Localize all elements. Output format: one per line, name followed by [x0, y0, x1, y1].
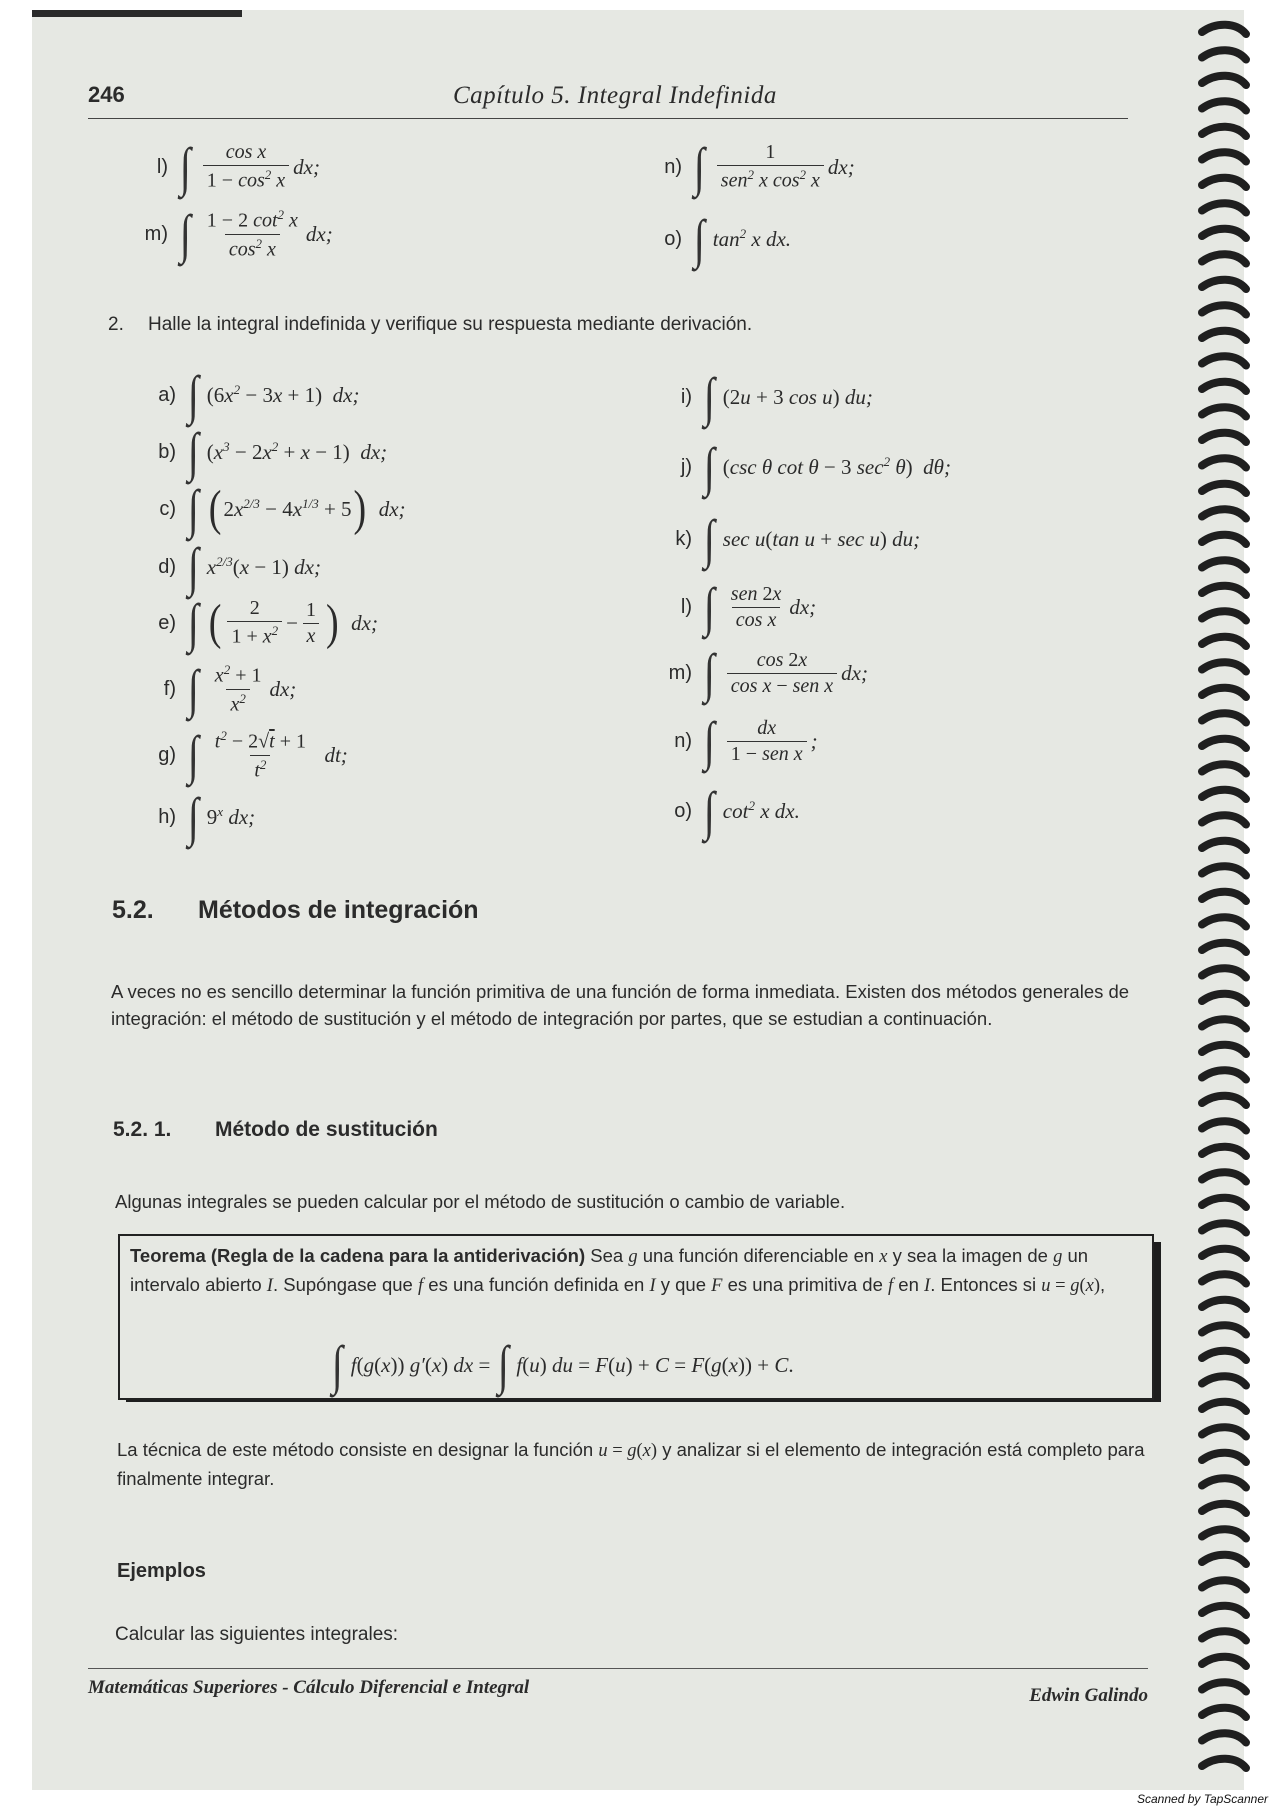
spiral-coil [1202, 1249, 1246, 1258]
spiral-coil [1202, 892, 1246, 901]
subsection-number: 5.2. 1. [113, 1118, 172, 1141]
spiral-coil [1202, 1147, 1246, 1156]
spiral-coil [1202, 1376, 1246, 1385]
spiral-coil [1202, 1096, 1246, 1105]
spiral-coil [1202, 382, 1246, 391]
exercise-2d: d) ∫ $x^{2/3}(x - 1)$ dx; [148, 540, 321, 594]
examples-intro: Calcular las siguientes integrales: [115, 1624, 399, 1645]
exercise-label: m) [668, 661, 692, 684]
spiral-coil [1202, 586, 1246, 595]
exercise-label: c) [159, 497, 176, 520]
spiral-coil [1202, 178, 1246, 187]
spiral-coil [1202, 127, 1246, 136]
spiral-coil [1202, 1606, 1246, 1615]
exercise-label: n) [664, 155, 682, 178]
spiral-coil [1202, 1274, 1246, 1283]
spiral-coil [1202, 815, 1246, 824]
spiral-coil [1202, 76, 1246, 85]
spiral-coil [1202, 1019, 1246, 1028]
spiral-coil [1202, 1045, 1246, 1054]
spiral-coil [1202, 101, 1246, 110]
technique-text-a: La técnica de este método consiste en designar la función [117, 1439, 594, 1460]
exercise-label: n) [674, 729, 692, 752]
spiral-coil [1202, 203, 1246, 212]
exercise-2l: l) ∫ $\frac{\text{sen 2x}}{\text{cos x}}$ dx; [664, 580, 816, 634]
exercise-2n: n) ∫ $\frac{dx}{\text{1 − sen x}}$ ; [664, 714, 818, 768]
spiral-coil [1202, 1351, 1246, 1360]
spiral-coil [1202, 484, 1246, 493]
exercise-2b: b) ∫ $(x^3 - 2x^2 + x - 1)$ dx; [148, 425, 387, 479]
spiral-coil [1202, 560, 1246, 569]
theorem-title: Teorema (Regla de la cadena para la antiderivación) [130, 1245, 586, 1266]
spiral-coil [1202, 1657, 1246, 1666]
exercise-label: h) [158, 805, 176, 828]
spiral-coil [1202, 637, 1246, 646]
spiral-coil [1202, 1759, 1246, 1768]
spiral-coil [1202, 688, 1246, 697]
exercise-2a: a) ∫ $(6x^2 - 3x + 1)$ dx; [148, 368, 359, 422]
exercise-2c: c) ∫ ( $2x^{2/3} - 4x^{1/3} + 5$ ) dx; [148, 482, 406, 536]
scan-edge-bar [32, 10, 242, 17]
exercise-2o: o) ∫ $\cot^2 x$ dx. [664, 784, 800, 838]
theorem-box [118, 1234, 1154, 1400]
spiral-coil [1202, 1733, 1246, 1742]
spiral-coil [1202, 1478, 1246, 1487]
spiral-coil [1202, 968, 1246, 977]
spiral-coil [1202, 458, 1246, 467]
exercise-label: i) [680, 385, 692, 408]
exercise-label: l) [680, 595, 692, 618]
spiral-coil [1202, 841, 1246, 850]
spiral-coil [1202, 1172, 1246, 1181]
exercise-label: k) [675, 527, 692, 550]
section-intro-paragraph: A veces no es sencillo determinar la función primitiva de una función de forma inmediata. Existen dos métodos generales de integración: el método de sustitución y el método de integración por partes, que se estudian a continuación. [111, 981, 1130, 1029]
exercise-label: j) [680, 455, 692, 478]
exercise-2k: k) ∫ sec u(tan u + sec u) du; [664, 512, 920, 566]
chapter-title: Capítulo 5. Integral Indefinida [453, 82, 777, 109]
spiral-coil [1202, 1682, 1246, 1691]
spiral-coil [1202, 1453, 1246, 1462]
spiral-coil [1202, 1223, 1246, 1232]
spiral-coil [1202, 866, 1246, 875]
exercise-label: o) [664, 227, 682, 250]
spiral-coil [1202, 1427, 1246, 1436]
exercise-2h: h) ∫ 9$^x$ dx; [148, 790, 255, 844]
spiral-coil [1202, 305, 1246, 314]
exercise-label: o) [674, 799, 692, 822]
section-title: Métodos de integración [198, 896, 479, 924]
spiral-coil [1202, 1631, 1246, 1640]
spiral-coil [1202, 611, 1246, 620]
exercise-text: Halle la integral indefinida y verifique su respuesta mediante derivación. [148, 314, 753, 335]
technique-paragraph: La técnica de este método consiste en designar la función u = g(x) y analizar si el elemento de integración está completo para finalmente integrar. [117, 1439, 1145, 1489]
footer-book-title: Matemáticas Superiores - Cálculo Diferencial e Integral [88, 1677, 530, 1698]
subsection-intro-paragraph: Algunas integrales se pueden calcular por el método de sustitución o cambio de variable. [115, 1191, 846, 1212]
exercise-label: f) [163, 677, 176, 700]
spiral-coil [1202, 943, 1246, 952]
exercise-prev-l: l) ∫ $\frac{\text{cos x}}{1 - \cos^2 x}$ dx; [140, 140, 320, 194]
spiral-coil [1202, 1121, 1246, 1130]
spiral-coil [1202, 1708, 1246, 1717]
exercise-prev-o: o) ∫ $\tan^2 x$ dx. [654, 212, 791, 266]
exercise-2i: i) ∫ (2u + 3 cos u) du; [664, 370, 873, 424]
page-footer [88, 1668, 1148, 1706]
spiral-coil [1202, 994, 1246, 1003]
exercise-label: d) [158, 555, 176, 578]
exercise-label: m) [144, 222, 168, 245]
spiral-coil [1202, 1504, 1246, 1513]
exercise-label: e) [158, 611, 176, 634]
spiral-coil [1202, 790, 1246, 799]
exercise-2m: m) ∫ $\frac{\cos 2x}{\text{cos x − sen x}}$ dx; [664, 646, 868, 700]
examples-heading: Ejemplos [117, 1560, 206, 1582]
exercise-2e: e) ∫ ( $\frac{2}{1 + x^2}$ − $\frac{1}{x}$ ) dx; [148, 596, 378, 650]
theorem-formula: ∫ f(g(x)) g′(x) dx = ∫ f(u) du = F(u) + C = F(g(x)) + C. [331, 1335, 794, 1395]
spiral-coil [1202, 280, 1246, 289]
exercise-number: 2. [108, 314, 124, 335]
subsection-title: Método de sustitución [215, 1118, 438, 1141]
exercise-2j: j) ∫ (csc θ cot θ − 3 $\sec^2 \theta$) dθ; [664, 440, 951, 494]
footer-author: Edwin Galindo [1029, 1685, 1148, 1706]
exercise-label: b) [158, 440, 176, 463]
spiral-coil [1202, 509, 1246, 518]
spiral-coil [1202, 50, 1246, 59]
spiral-coil [1202, 739, 1246, 748]
spiral-coil [1202, 1529, 1246, 1538]
exercise-label: a) [158, 383, 176, 406]
theorem-statement: Teorema (Regla de la cadena para la antiderivación) Sea g una función diferenciable en x y sea la imagen de g un intervalo abierto I. Supóngase que f es una función definida en I y que F es una primitiva de f en I. Entonces si u = g(x), [130, 1245, 1106, 1296]
spiral-binding-icon [1196, 10, 1254, 1790]
exercise-2g: g) ∫ $\frac{t^2 - 2√t + 1}{t^2}$ dt; [148, 728, 348, 782]
subsection-heading [113, 1118, 438, 1142]
exercise-prev-n: n) ∫ $\frac{1}{sen^2 x \cos^2 x}$ dx; [654, 140, 855, 194]
page-number: 246 [88, 82, 125, 107]
section-number: 5.2. [112, 896, 154, 924]
spiral-coil [1202, 1402, 1246, 1411]
technique-text-b: y analizar si el elemento de integración está completo para finalmente integrar. [117, 1439, 1145, 1489]
spiral-coil [1202, 229, 1246, 238]
spiral-coil [1202, 917, 1246, 926]
spiral-coil [1202, 535, 1246, 544]
spiral-coil [1202, 331, 1246, 340]
spiral-coil [1202, 433, 1246, 442]
spiral-coil [1202, 356, 1246, 365]
exercise-label: l) [156, 155, 168, 178]
spiral-coil [1202, 254, 1246, 263]
spiral-coil [1202, 1555, 1246, 1564]
spiral-coil [1202, 1300, 1246, 1309]
exercise-2-instruction [108, 314, 752, 336]
spiral-coil [1202, 1070, 1246, 1079]
spiral-coil [1202, 662, 1246, 671]
spiral-coil [1202, 1325, 1246, 1334]
spiral-coil [1202, 407, 1246, 416]
spiral-coil [1202, 152, 1246, 161]
exercise-label: g) [158, 743, 176, 766]
spiral-coil [1202, 1580, 1246, 1589]
section-heading [112, 896, 479, 925]
spiral-coil [1202, 25, 1246, 34]
spiral-coil [1202, 764, 1246, 773]
exercise-2f: f) ∫ $\frac{x^2 + 1}{x^2}$ dx; [148, 662, 296, 716]
scanner-credit: Scanned by TapScanner [1137, 1792, 1268, 1806]
spiral-coil [1202, 1198, 1246, 1207]
exercise-prev-m: m) ∫ $\frac{1 - 2 \cot^2 x}{\cos^2 x}$ dx; [140, 207, 333, 261]
spiral-coil [1202, 713, 1246, 722]
page-header [88, 82, 1128, 119]
